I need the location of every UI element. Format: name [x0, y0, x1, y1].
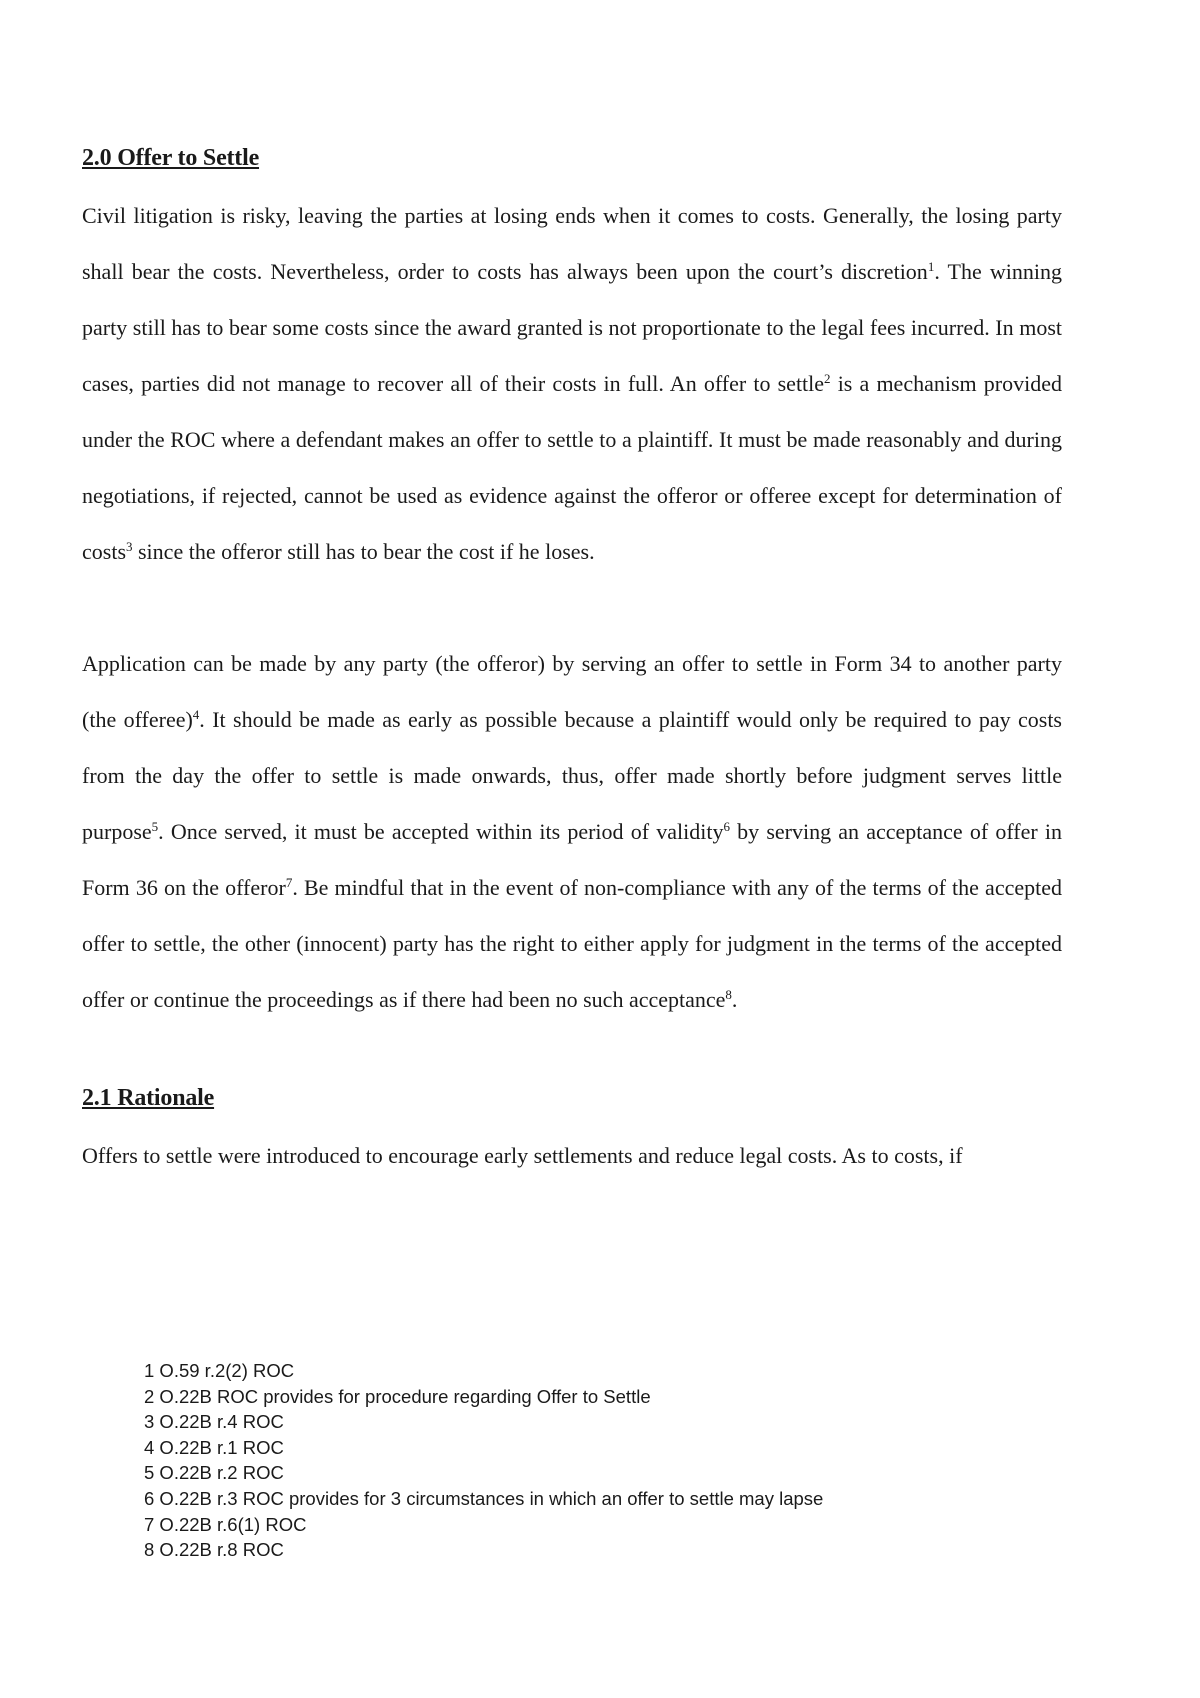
footnote-8: 8 O.22B r.8 ROC [144, 1539, 284, 1561]
footnote-ref-3: 3 [126, 539, 133, 554]
footnote-6: 6 O.22B r.3 ROC provides for 3 circumstances in which an offer to settle may lapse [144, 1487, 824, 1509]
paragraph-rationale: Offers to settle were introduced to encourage early settlements and reduce legal costs. As to costs, if [82, 1143, 963, 1168]
footnote-ref-6: 6 [723, 819, 730, 834]
footnote-3: 3 O.22B r.4 ROC [144, 1411, 284, 1433]
footnote-ref-1: 1 [927, 259, 935, 274]
document-body [82, 140, 1062, 1184]
paragraph-application [82, 636, 1062, 1028]
paragraph-text: . The winning party still has to bear some costs since the award granted is not proportionate to the legal fees incurred. In most cases, parties did not manage to recover all of their costs in full. An offer to settle [82, 259, 1063, 396]
paragraph-text: Civil litigation is risky, leaving the parties at losing ends when it comes to costs. Generally, the losing party shall bear the costs. Nevertheless, order to costs has always been upon the court’s discretion [82, 203, 1062, 284]
footnote-ref-2: 2 [824, 371, 831, 386]
paragraph-text: Application can be made by any party (the offeror) by serving an offer to settle in Form 34 to another party (the offeree) [82, 651, 1062, 732]
footnote-ref-4: 4 [192, 707, 200, 722]
footnote-2: 2 O.22B ROC provides for procedure regarding Offer to Settle [144, 1385, 651, 1407]
paragraph-text: . Be mindful that in the event of non-compliance with any of the terms of the accepted offer to settle, the other (innocent) party has the right to either apply for judgment in the terms of the accepted offer or continue the proceedings as if there had been no such acceptance [82, 875, 1062, 1012]
paragraph-text: since the offeror still has to bear the cost if he loses. [132, 539, 595, 564]
section-heading-offer-to-settle: 2.0 Offer to Settle [82, 145, 260, 171]
paragraph-text: . [731, 987, 738, 1012]
paragraph-text: is a mechanism provided under the ROC where a defendant makes an offer to settle to a plaintiff. It must be made reasonably and during negotiations, if rejected, cannot be used as evidence against the offeror or offeree except for determination of costs [82, 371, 1062, 564]
paragraph-text: . Once served, it must be accepted within its period of validity [158, 819, 724, 844]
paragraph-costs-overview [82, 188, 1062, 580]
footnote-ref-7: 7 [285, 875, 293, 890]
paragraph-text: . It should be made as early as possible because a plaintiff would only be required to pay costs from the day the offer to settle is made onwards, thus, offer made shortly before judgment serves little purpose [82, 707, 1062, 844]
paragraph-text: by serving an acceptance of offer in Form 36 on the offeror [82, 819, 1062, 900]
footnote-1: 1 O.59 r.2(2) ROC [144, 1360, 295, 1381]
footnote-5: 5 O.22B r.2 ROC [144, 1462, 284, 1484]
footnote-ref-5: 5 [151, 819, 159, 834]
footnote-ref-8: 8 [725, 987, 732, 1002]
footnotes [144, 1358, 823, 1563]
section-heading-rationale: 2.1 Rationale [82, 1085, 215, 1111]
footnote-4: 4 O.22B r.1 ROC [144, 1436, 284, 1458]
footnote-7: 7 O.22B r.6(1) ROC [144, 1513, 307, 1535]
